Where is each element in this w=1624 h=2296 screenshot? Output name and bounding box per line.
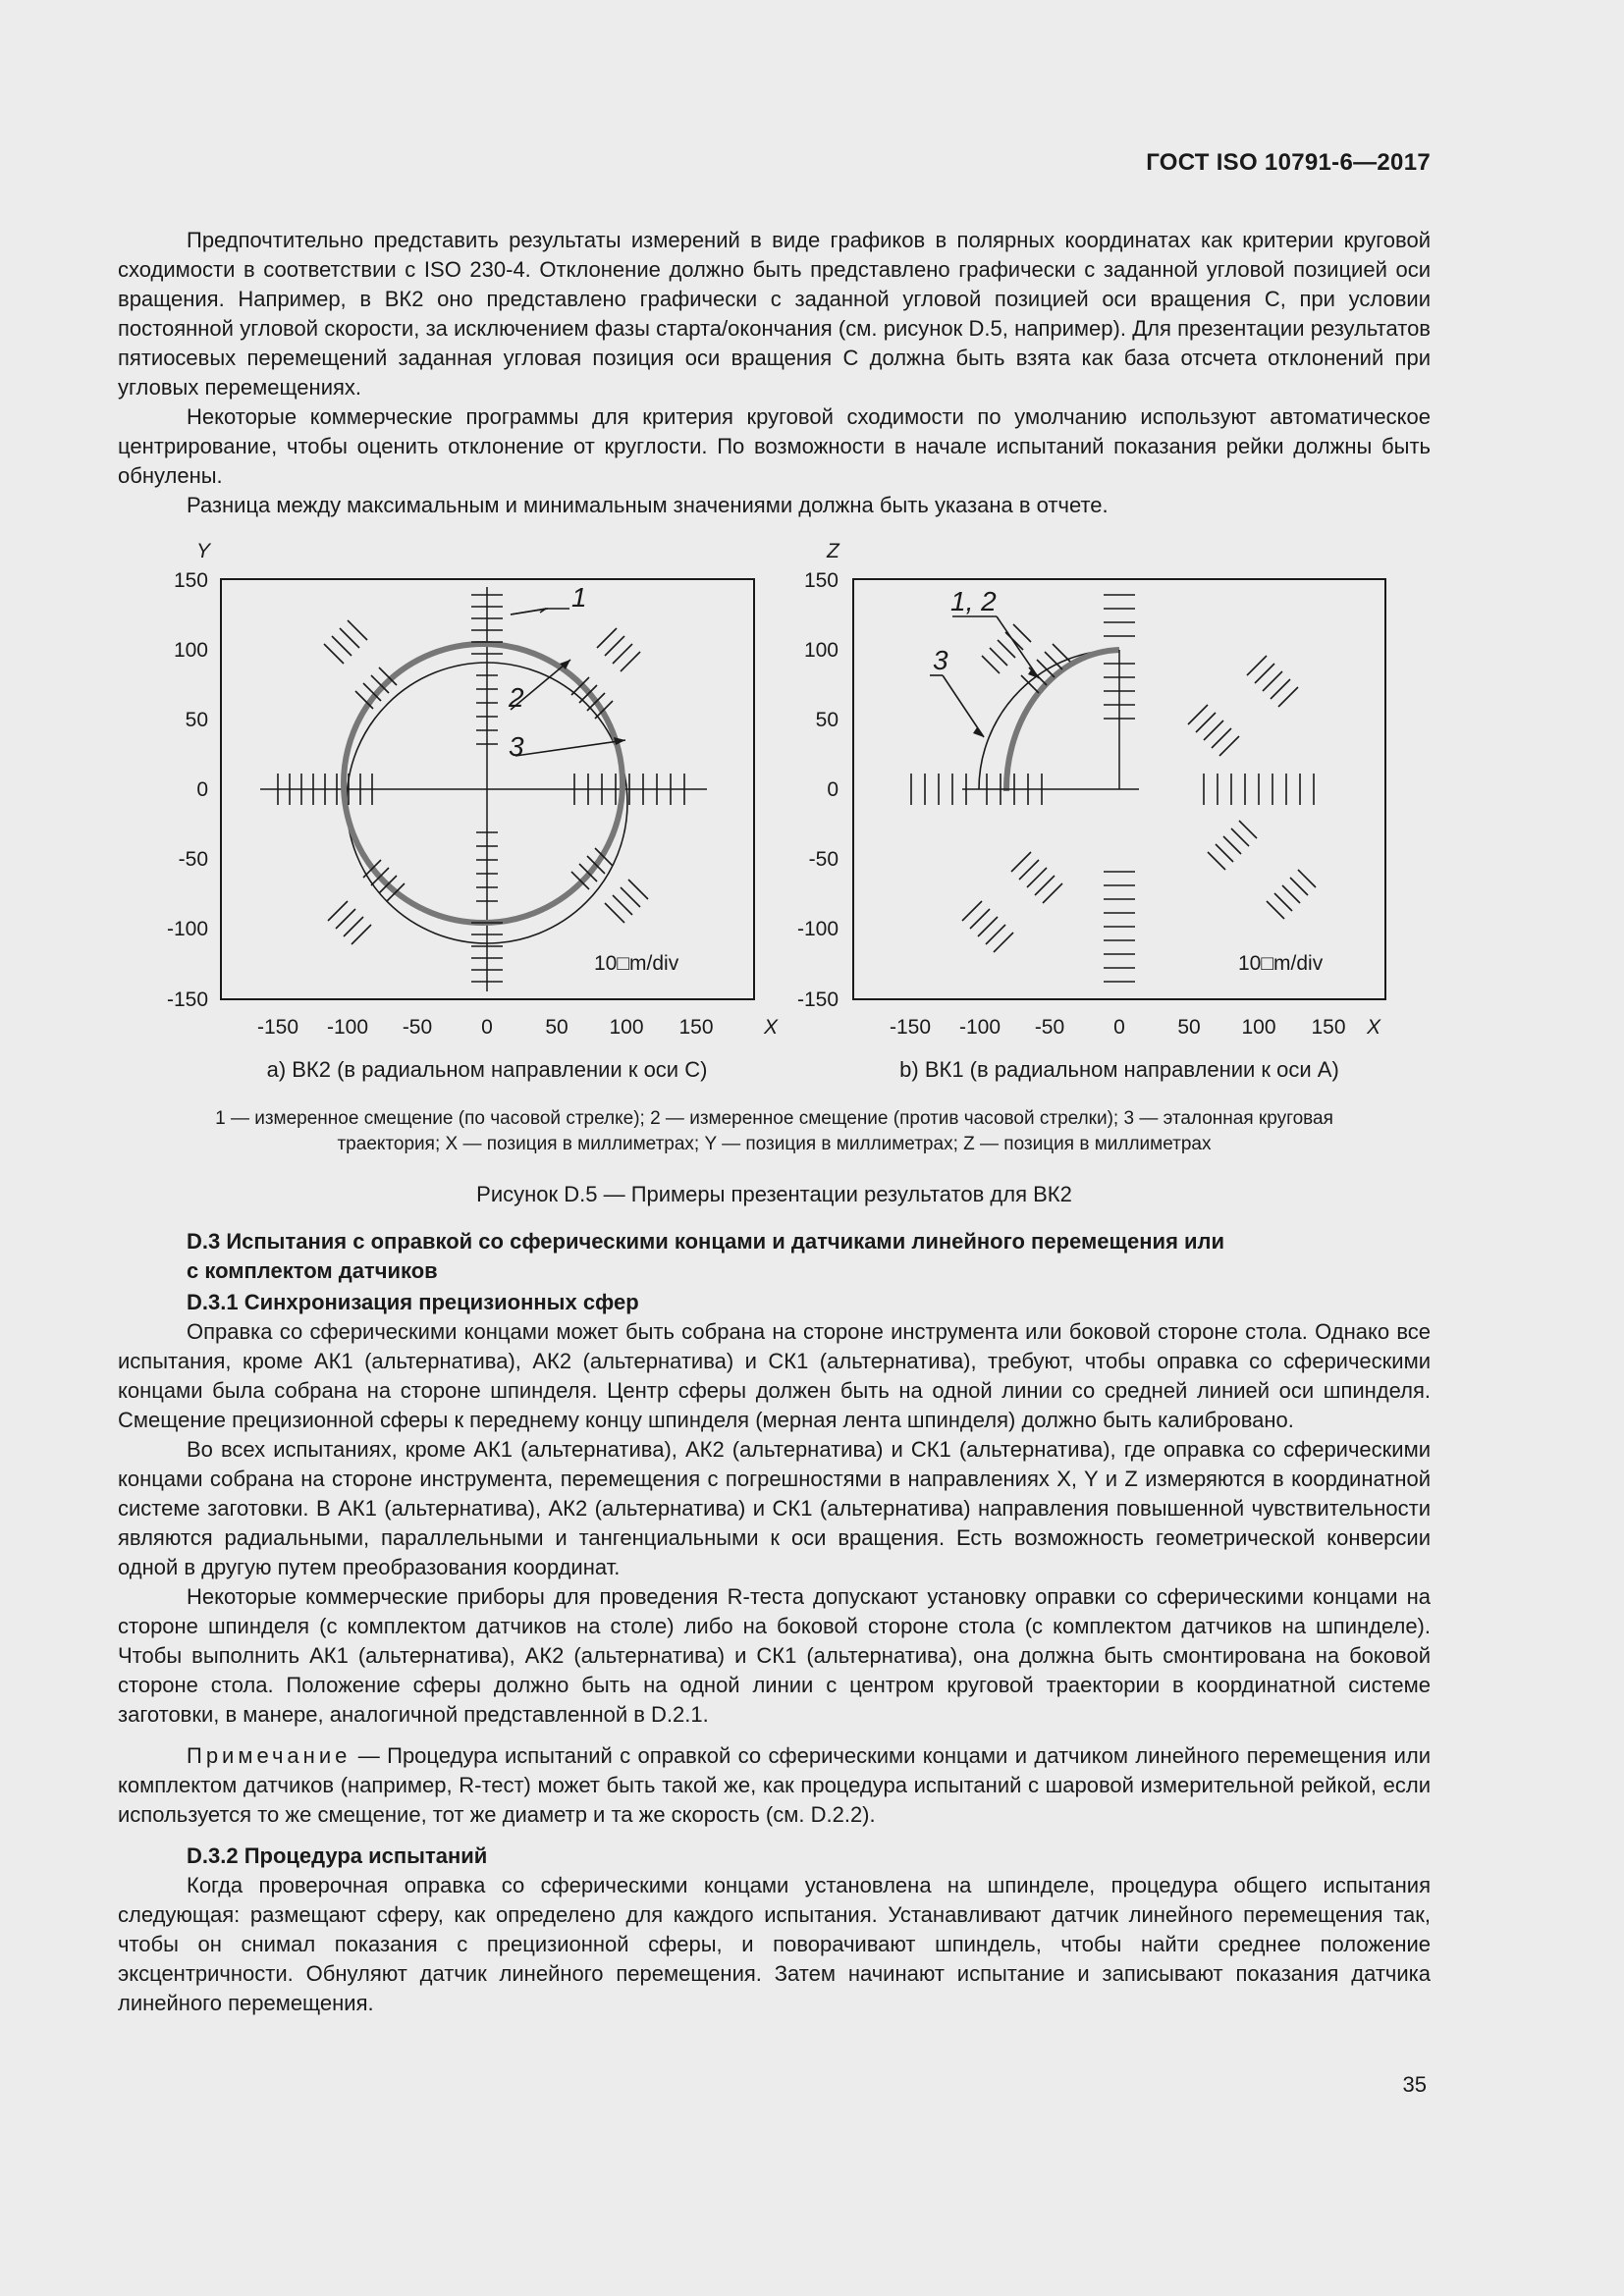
legend-line-2: траектория; X — позиция в миллиметрах; Y — позиция в миллиметрах; Z — позиция в миллиметрах xyxy=(337,1134,1212,1154)
intro-text xyxy=(118,226,1431,520)
right-xtick: 150 xyxy=(1311,1016,1346,1039)
left-leader-lines xyxy=(511,609,625,756)
right-y-tick-labels xyxy=(797,569,839,1011)
right-x-tick-labels xyxy=(890,1016,1346,1039)
intro-paragraph-1: Предпочтительно представить результаты измерений в виде графиков в полярных координатах как критерии круговой сходимости в соответствии с ISO 230-4. Отклонение должно быть представлено графически с заданной угловой позицией оси вращения. Например, в ВК2 оно представлено графически с заданной угловой позицией оси вращения C, при условии постоянной угловой скорости, за исключением фазы старта/окончания (см. рисунок D.5, например). Для презентации результатов пятиосевых перемещений заданная угловая позиция оси вращения C должна быть взята как база отсчета отклонений при угловых перемещениях. xyxy=(118,228,1431,400)
right-plot xyxy=(853,579,1385,999)
figure-legend xyxy=(118,1106,1431,1157)
section-d31-paragraph-1: Оправка со сферическими концами может быть собрана на стороне инструмента или боковой стороне стола. Однако все испытания, кроме АК1 (альтернатива), АК2 (альтернатива) и СК1 (альтернатива), требуют, чтобы оправка со сферическими концами была собрана на стороне шпинделя. Центр сферы должен быть на одной линии со средней линией оси шпинделя. Смещение прецизионной сферы к переднему концу шпинделя (мерная лента шпинделя) должно быть калибровано. xyxy=(118,1319,1431,1432)
left-ytick: 100 xyxy=(173,639,208,662)
section-d3 xyxy=(118,1227,1431,2018)
left-ytick: -50 xyxy=(178,848,208,871)
right-ytick: -50 xyxy=(808,848,839,871)
right-ytick: 100 xyxy=(803,639,839,662)
left-label-3: 3 xyxy=(509,731,524,762)
left-label-2: 2 xyxy=(509,682,524,713)
left-ytick: -100 xyxy=(166,918,208,940)
right-ytick: -150 xyxy=(796,988,839,1011)
left-ytick: -150 xyxy=(166,988,208,1011)
left-axis-x-label: X xyxy=(764,1016,779,1039)
legend-line-1: 1 — измеренное смещение (по часовой стрелке); 2 — измеренное смещение (против часовой стрелки); 3 — эталонная круговая xyxy=(215,1108,1333,1129)
left-plot xyxy=(221,579,754,999)
reference-arc xyxy=(979,650,1119,789)
right-xtick: 0 xyxy=(1113,1016,1125,1039)
right-ytick: -100 xyxy=(796,918,839,940)
right-xtick: -50 xyxy=(1034,1016,1065,1039)
left-subcaption: a) ВК2 (в радиальном направлении к оси C) xyxy=(266,1057,708,1082)
section-d3-title-1: D.3 Испытания с оправкой со сферическими концами и датчиками линейного перемещения или xyxy=(187,1229,1225,1254)
note-paragraph xyxy=(118,1741,1431,1830)
figure-caption: Рисунок D.5 — Примеры презентации результатов для ВК2 xyxy=(476,1182,1072,1206)
right-ytick: 0 xyxy=(827,778,839,801)
right-xtick: 100 xyxy=(1241,1016,1276,1039)
right-xtick: -150 xyxy=(889,1016,932,1039)
right-label-12: 1, 2 xyxy=(950,586,997,616)
page-number: 35 xyxy=(1402,2072,1427,2097)
section-d31-title: D.3.1 Синхронизация прецизионных сфер xyxy=(187,1290,639,1314)
right-xtick: -100 xyxy=(958,1016,1001,1039)
intro-paragraph-2: Некоторые коммерческие программы для критерия круговой сходимости по умолчанию используют автоматическое центрирование, чтобы оценить отклонение от круглости. По возможности в начале испытаний показания рейки должны быть обнулены. xyxy=(118,404,1431,488)
note-text: — Процедура испытаний с оправкой со сферическими концами и датчиком линейного перемещения или комплектом датчиков (например, R-тест) может быть такой же, как процедура испытаний с шаровой измерительной рейкой, если используется то же смещение, тот же диаметр и та же скорость (см. D.2.2). xyxy=(118,1743,1431,1827)
left-xtick: 0 xyxy=(481,1016,493,1039)
note-label: Примечание xyxy=(187,1743,352,1768)
left-scale-label: 10□m/div xyxy=(594,952,679,975)
right-subcaption: b) ВК1 (в радиальном направлении к оси A) xyxy=(899,1057,1339,1082)
left-axis-y-label: Y xyxy=(196,540,211,562)
left-xtick: 100 xyxy=(609,1016,644,1039)
left-xtick: -100 xyxy=(326,1016,369,1039)
right-label-3: 3 xyxy=(933,645,948,675)
right-ytick: 50 xyxy=(815,709,839,731)
left-x-tick-labels xyxy=(257,1016,714,1039)
section-d31-paragraph-3: Некоторые коммерческие приборы для проведения R-теста допускают установку оправки со сферическими концами на стороне шпинделя (с комплектом датчиков на столе) либо на боковой стороне стола (с комплектом датчиков на шпинделе). Чтобы выполнить АК1 (альтернатива), АК2 (альтернатива) и СК1 (альтернатива), она должна быть смонтирована на боковой стороне стола. Положение сферы должно быть на одной линии с центром круговой траектории в координатной системе заготовки, в манере, аналогичной представленной в D.2.1. xyxy=(118,1584,1431,1727)
right-axis-x-label: X xyxy=(1367,1016,1381,1039)
section-d31-paragraph-2: Во всех испытаниях, кроме АК1 (альтернатива), АК2 (альтернатива) и СК1 (альтернатива), где оправка со сферическими концами собрана на стороне инструмента, перемещения с погрешностями в направлениях X, Y и Z измеряются в координатной системе заготовки. В АК1 (альтернатива), АК2 (альтернатива) и СК1 (альтернатива) направления повышенной чувствительности являются радиальными, параллельными и тангенциальными к оси вращения. Есть возможность геометрической конверсии одной в другую путем преобразования координат. xyxy=(118,1437,1431,1579)
figure-d5 xyxy=(118,538,1431,1097)
measured-arc xyxy=(1006,650,1119,791)
section-d32-title: D.3.2 Процедура испытаний xyxy=(187,1843,488,1868)
left-label-1: 1 xyxy=(571,582,587,613)
left-ytick: 0 xyxy=(196,778,208,801)
right-diagonal-ticks xyxy=(962,624,1316,952)
left-ytick: 50 xyxy=(185,709,208,731)
right-axis-z-label: Z xyxy=(827,540,839,562)
right-xtick: 50 xyxy=(1177,1016,1201,1039)
left-ytick: 150 xyxy=(173,569,208,592)
left-y-tick-labels xyxy=(167,569,208,1011)
left-xtick: -50 xyxy=(402,1016,433,1039)
right-scale-label: 10□m/div xyxy=(1238,952,1324,975)
section-d3-title-2: с комплектом датчиков xyxy=(187,1258,438,1283)
document-header: ГОСТ ISO 10791-6—2017 xyxy=(1146,149,1431,176)
right-ytick: 150 xyxy=(803,569,839,592)
figure-d5-graphic xyxy=(118,538,1431,1097)
left-xtick: -150 xyxy=(256,1016,299,1039)
left-xtick: 50 xyxy=(545,1016,568,1039)
section-d32-paragraph-1: Когда проверочная оправка со сферическими концами установлена на шпинделе, процедура общего испытания следующая: размещают сферу, как определено для каждого испытания. Устанавливают датчик линейного перемещения так, чтобы он снимал показания с прецизионной сферы, и поворачивают шпиндель, чтобы найти среднее положение эксцентричности. Обнуляют датчик линейного перемещения. Затем начинают испытание и записывают показания датчика линейного перемещения. xyxy=(118,1873,1431,2015)
left-xtick: 150 xyxy=(678,1016,714,1039)
intro-paragraph-3: Разница между максимальным и минимальным значениями должна быть указана в отчете. xyxy=(187,493,1109,517)
